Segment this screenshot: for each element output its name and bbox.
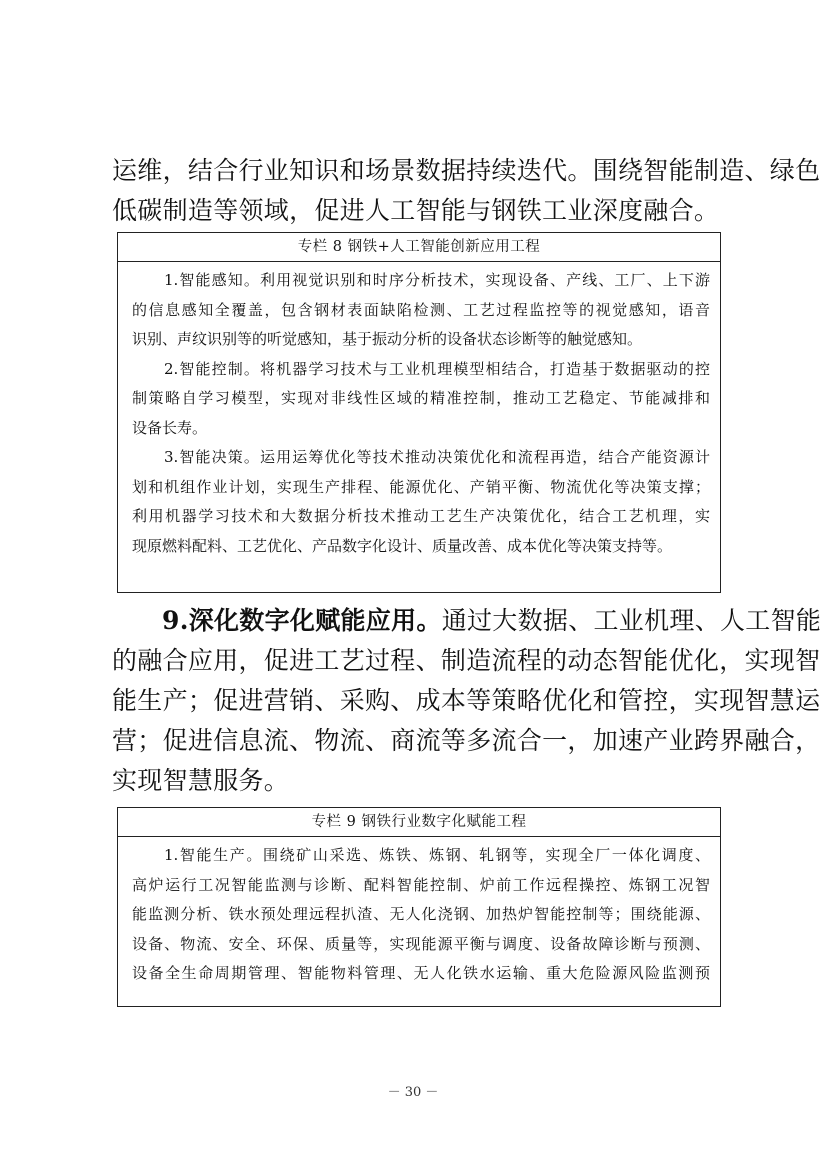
text-line: 营；促进信息流、物流、商流等多流合一，加速产业跨界融合， <box>112 726 821 755</box>
text-line: 实现智慧服务。 <box>112 766 290 795</box>
section-heading: 9.深化数字化赋能应用。 <box>162 606 442 635</box>
text-line: 的融合应用，促进工艺过程、制造流程的动态智能优化，实现智 <box>112 646 821 675</box>
box-title: 专栏 8 钢铁+人工智能创新应用工程 <box>118 233 720 262</box>
box-line: 的信息感知全覆盖，包含钢材表面缺陷检测、工艺过程监控等的视觉感知，语音 <box>132 300 710 319</box>
box-body <box>118 262 720 561</box>
box-line: 能监测分析、铁水预处理远程扒渣、无人化浇钢、加热炉智能控制等；围绕能源、 <box>132 905 710 923</box>
intro-paragraph <box>112 151 821 231</box>
section-9-paragraph <box>112 601 822 801</box>
box-line: 设备、物流、安全、环保、质量等，实现能源平衡与调度、设备故障诊断与预测、 <box>132 934 710 953</box>
text-line <box>112 601 822 641</box>
text-line: 运维，结合行业知识和场景数据持续迭代。围绕智能制造、绿色 <box>112 156 821 185</box>
box-line: 识别、声纹识别等的听觉感知，基于振动分析的设备状态诊断等的触觉感知。 <box>132 330 643 348</box>
text-line: 低碳制造等领域，促进人工智能与钢铁工业深度融合。 <box>112 196 720 225</box>
box-line: 现原燃料配料、工艺优化、产品数字化设计、质量改善、成本优化等决策支持等。 <box>132 536 673 555</box>
box-line: 制策略自学习模型，实现对非线性区域的精准控制，推动工艺稳定、节能减排和 <box>132 389 710 407</box>
box-line: 划和机组作业计划，实现生产排程、能源优化、产销平衡、物流优化等决策支撑； <box>132 477 710 496</box>
feature-box-9 <box>117 807 721 1007</box>
box-line: 3.智能决策。运用运筹优化等技术推动决策优化和流程再造，结合产能资源计 <box>164 448 710 466</box>
box-line: 利用机器学习技术和大数据分析技术推动工艺生产决策优化，结合工艺机理，实 <box>132 507 710 525</box>
box-line: 设备全生命周期管理、智能物料管理、无人化铁水运输、重大危险源风险监测预 <box>132 964 710 982</box>
feature-box-8 <box>117 232 721 593</box>
box-line: 1.智能生产。围绕矿山采选、炼铁、炼钢、轧钢等，实现全厂一体化调度、 <box>164 846 710 864</box>
box-body <box>118 837 720 989</box>
text-run: 通过大数据、工业机理、人工智能 <box>441 606 822 635</box>
box-line: 2.智能控制。将机器学习技术与工业机理模型相结合，打造基于数据驱动的控 <box>164 359 710 378</box>
box-title: 专栏 9 钢铁行业数字化赋能工程 <box>118 808 720 837</box>
box-line: 高炉运行工况智能监测与诊断、配料智能控制、炉前工作远程操控、炼钢工况智 <box>132 875 710 894</box>
text-line: 能生产；促进营销、采购、成本等策略优化和管控，实现智慧运 <box>112 686 821 715</box>
box-line: 1.智能感知。利用视觉识别和时序分析技术，实现设备、产线、工厂、上下游 <box>164 271 710 289</box>
page-number: － 30 － <box>387 1085 439 1100</box>
box-line: 设备长寿。 <box>132 418 208 437</box>
